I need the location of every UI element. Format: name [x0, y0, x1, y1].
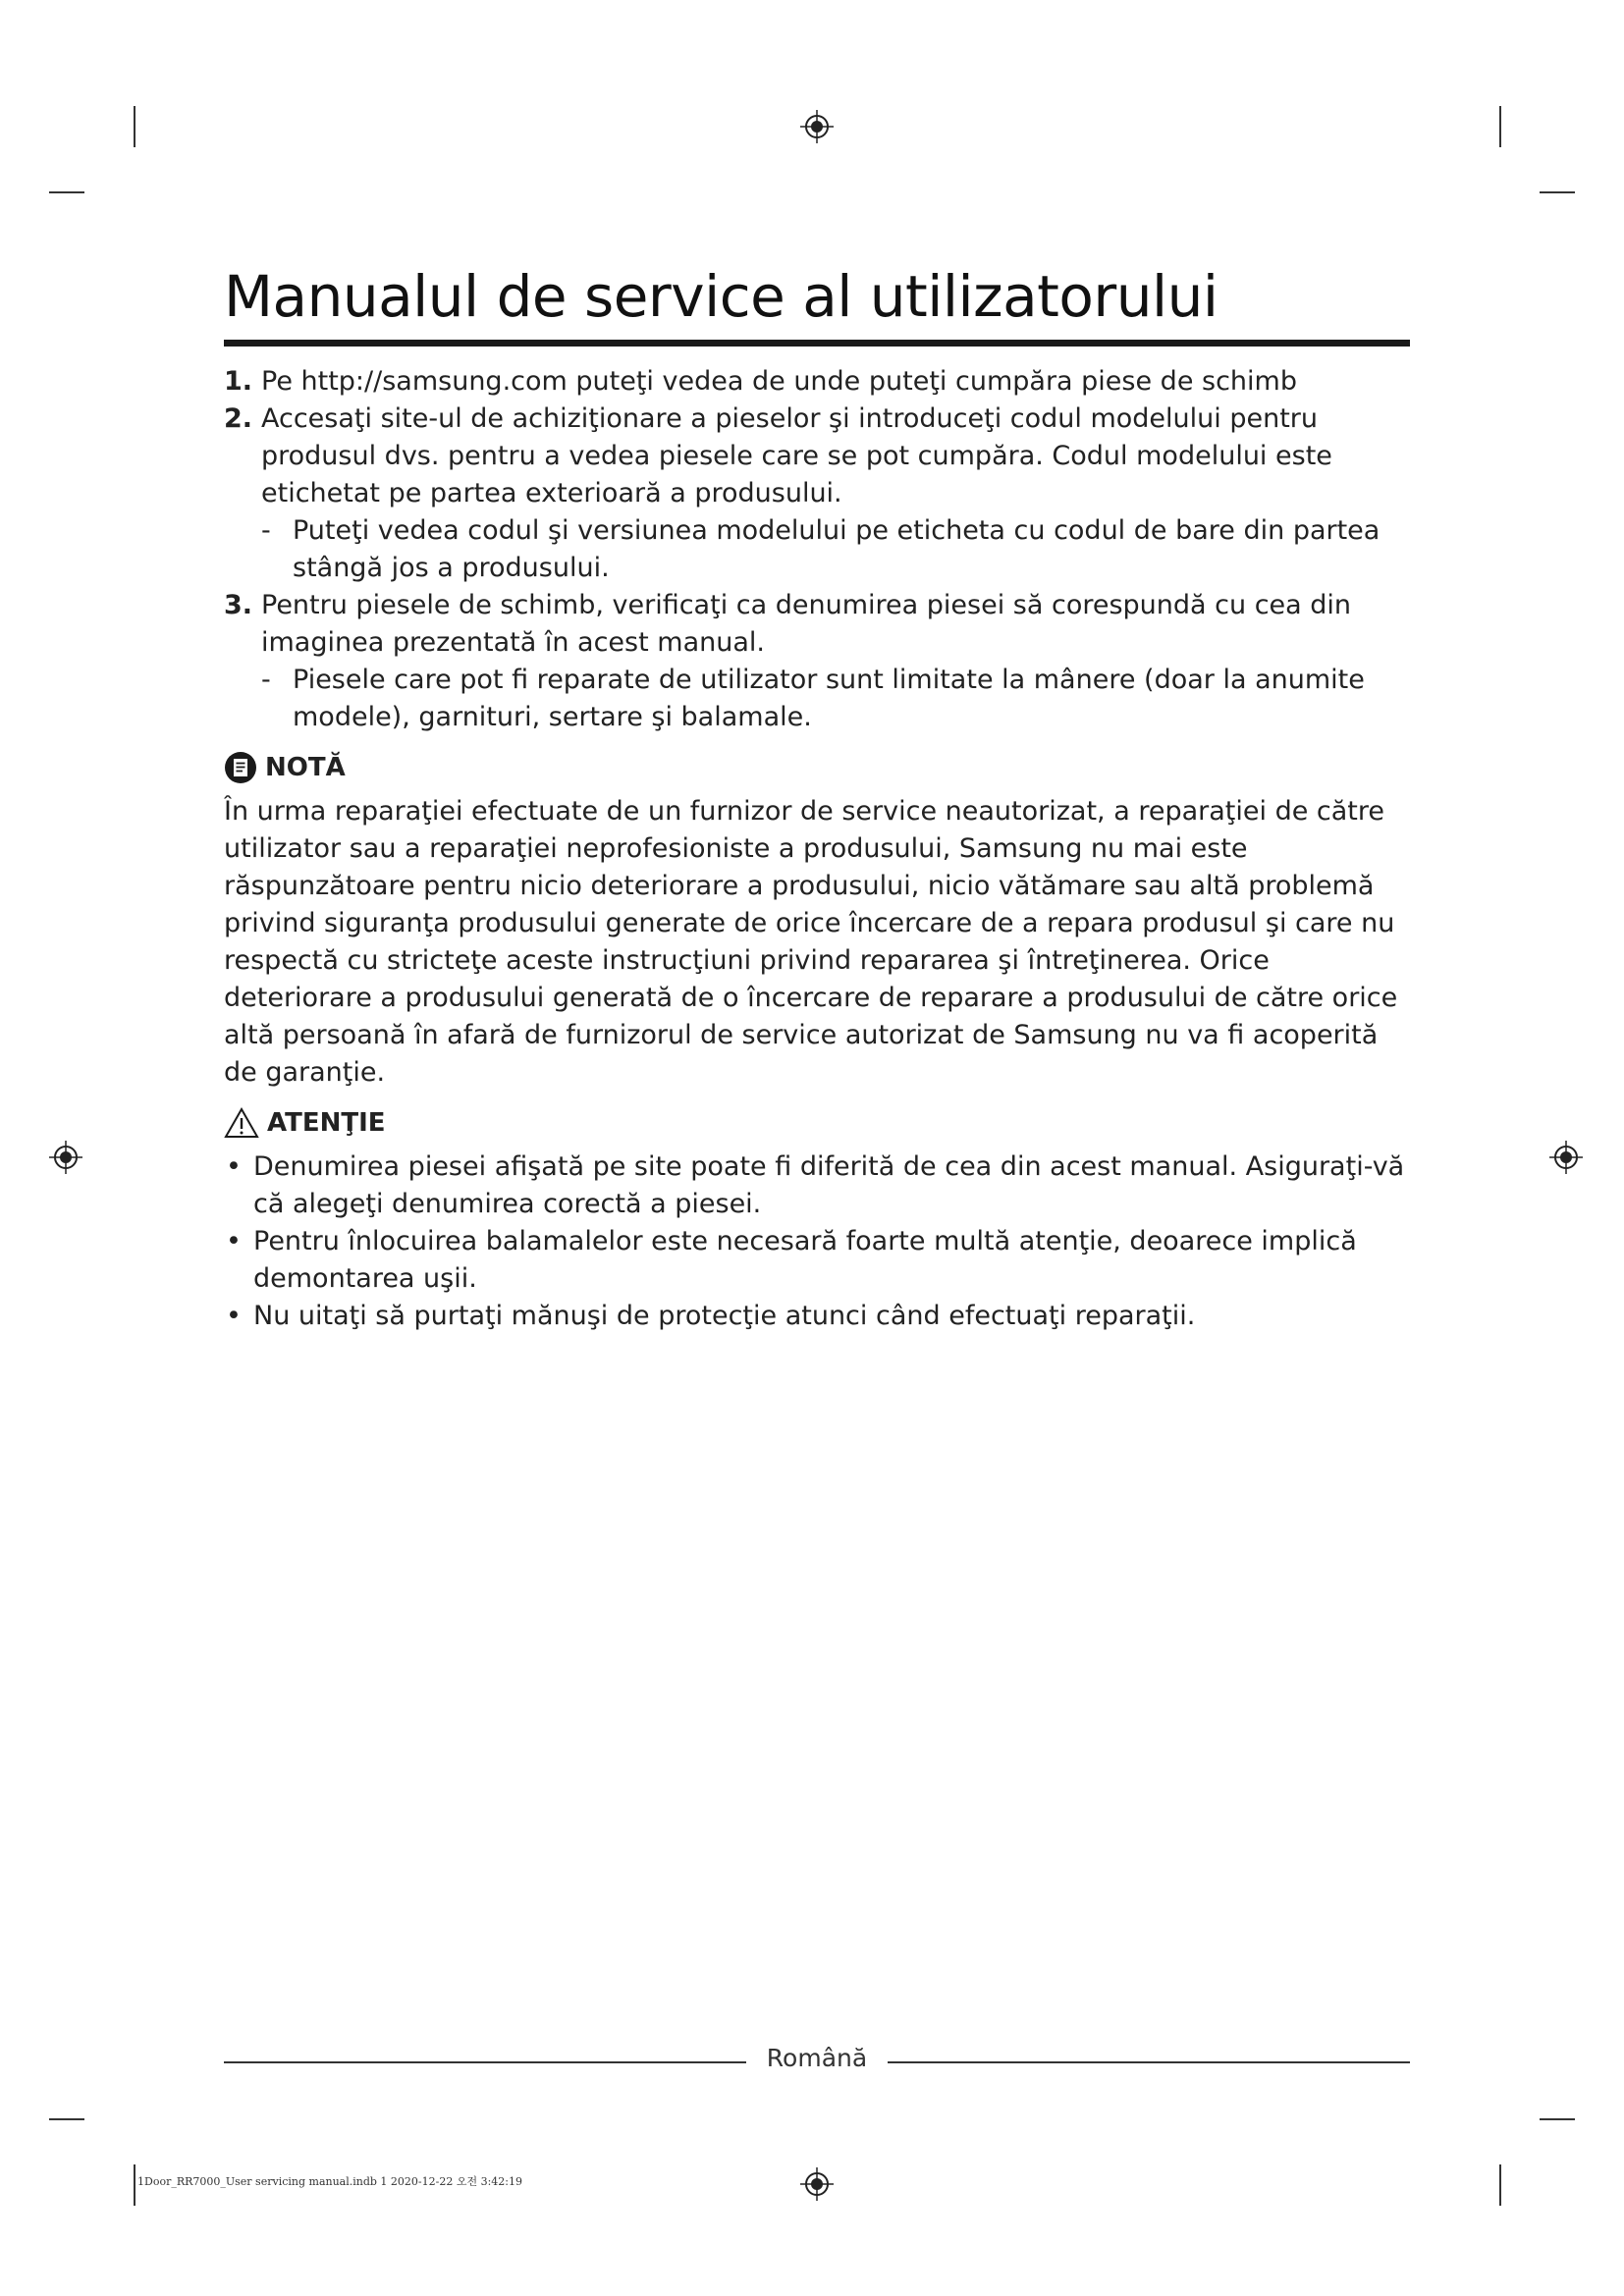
caution-item-text: Denumirea piesei afişată pe site poate fi diferită de cea din acest manual. Asiguraţi-vă că alegeţi denumirea corectă a piesei.: [253, 1151, 1405, 1219]
crop-mark: [1540, 191, 1575, 193]
sub-item-text: Piesele care pot fi reparate de utilizator sunt limitate la mânere (doar la anumite modele), garnituri, sertare şi balamale.: [293, 665, 1365, 732]
list-item: [224, 1148, 1417, 1223]
bullet-marker: •: [226, 1301, 242, 1331]
dash-marker: -: [261, 515, 271, 546]
note-heading-label: NOTĂ: [265, 753, 346, 782]
sub-item: [232, 512, 1417, 587]
list-item: [224, 1223, 1417, 1298]
list-item: [224, 1298, 1417, 1335]
content: [224, 363, 1417, 1335]
list-item: [224, 363, 1417, 400]
footer-language: Română: [766, 2044, 868, 2072]
crop-mark: [49, 191, 84, 193]
warning-triangle-icon: [224, 1107, 259, 1139]
crop-mark: [1499, 2164, 1501, 2206]
registration-mark-icon: [49, 1141, 82, 1174]
dash-marker: -: [261, 665, 271, 695]
caution-list: [224, 1148, 1417, 1335]
list-item: [224, 400, 1417, 587]
note-heading: [224, 748, 1417, 787]
steps-list: [224, 363, 1417, 736]
caution-item-text: Pentru înlocuirea balamalelor este necesară foarte multă atenţie, deoarece implică demontarea uşii.: [253, 1226, 1357, 1294]
step-number: 1.: [224, 366, 253, 397]
bullet-marker: •: [226, 1151, 242, 1182]
crop-mark: [49, 2118, 84, 2120]
note-icon: [224, 751, 257, 784]
caution-item-text: Nu uitaţi să purtaţi mănuşi de protecţie atunci când efectuaţi reparaţii.: [253, 1301, 1196, 1331]
step-text: Accesaţi site-ul de achiziţionare a pieselor şi introduceţi codul modelului pentru produsul dvs. pentru a vedea piesele care se pot cumpăra. Codul modelului este etichetat pe partea exterioară a produsului.: [261, 403, 1332, 508]
caution-heading-label: ATENŢIE: [267, 1108, 386, 1138]
footer-rule: [224, 2061, 746, 2063]
title-rule: [224, 340, 1410, 347]
step-number: 3.: [224, 590, 253, 620]
registration-mark-icon: [800, 110, 834, 143]
crop-mark: [134, 106, 135, 147]
caution-heading: [224, 1103, 1417, 1143]
sub-item-text: Puteţi vedea codul şi versiunea modelului pe eticheta cu codul de bare din partea stângă jos a produsului.: [293, 515, 1380, 583]
step-number: 2.: [224, 403, 253, 434]
crop-mark: [134, 2164, 135, 2206]
page-title: Manualul de service al utilizatorului: [224, 263, 1218, 330]
registration-mark-icon: [1549, 1141, 1583, 1174]
sub-item: [232, 662, 1417, 736]
step-text: Pentru piesele de schimb, verificaţi ca denumirea piesei să corespundă cu cea din imaginea prezentată în acest manual.: [261, 590, 1352, 658]
note-body: În urma reparaţiei efectuate de un furnizor de service neautorizat, a reparaţiei de către utilizator sau a reparaţiei neprofesioniste a produsului, Samsung nu mai este răspunzătoare pentru nicio deteriorare a produsului, nicio vătămare sau altă problemă privind siguranţa produsului generate de orice încercare de a repara produsul şi care nu respectă cu stricteţe aceste instrucţiuni privind repararea şi întreţinerea. Orice deteriorare a produsului generată de o încercare de reparare a produsului de către orice altă persoană în afară de furnizorul de service autorizat de Samsung nu va fi acoperită de garanţie.: [224, 796, 1398, 1088]
crop-mark: [1540, 2118, 1575, 2120]
bullet-marker: •: [226, 1226, 242, 1256]
registration-mark-icon: [800, 2167, 834, 2201]
step-text: Pe http://samsung.com puteţi vedea de unde puteţi cumpăra piese de schimb: [261, 366, 1297, 397]
print-imprint: 1Door_RR7000_User servicing manual.indb 1 2020-12-22 오전 3:42:19: [137, 2175, 522, 2188]
list-item: [224, 587, 1417, 736]
crop-mark: [1499, 106, 1501, 147]
footer-rule: [888, 2061, 1410, 2063]
